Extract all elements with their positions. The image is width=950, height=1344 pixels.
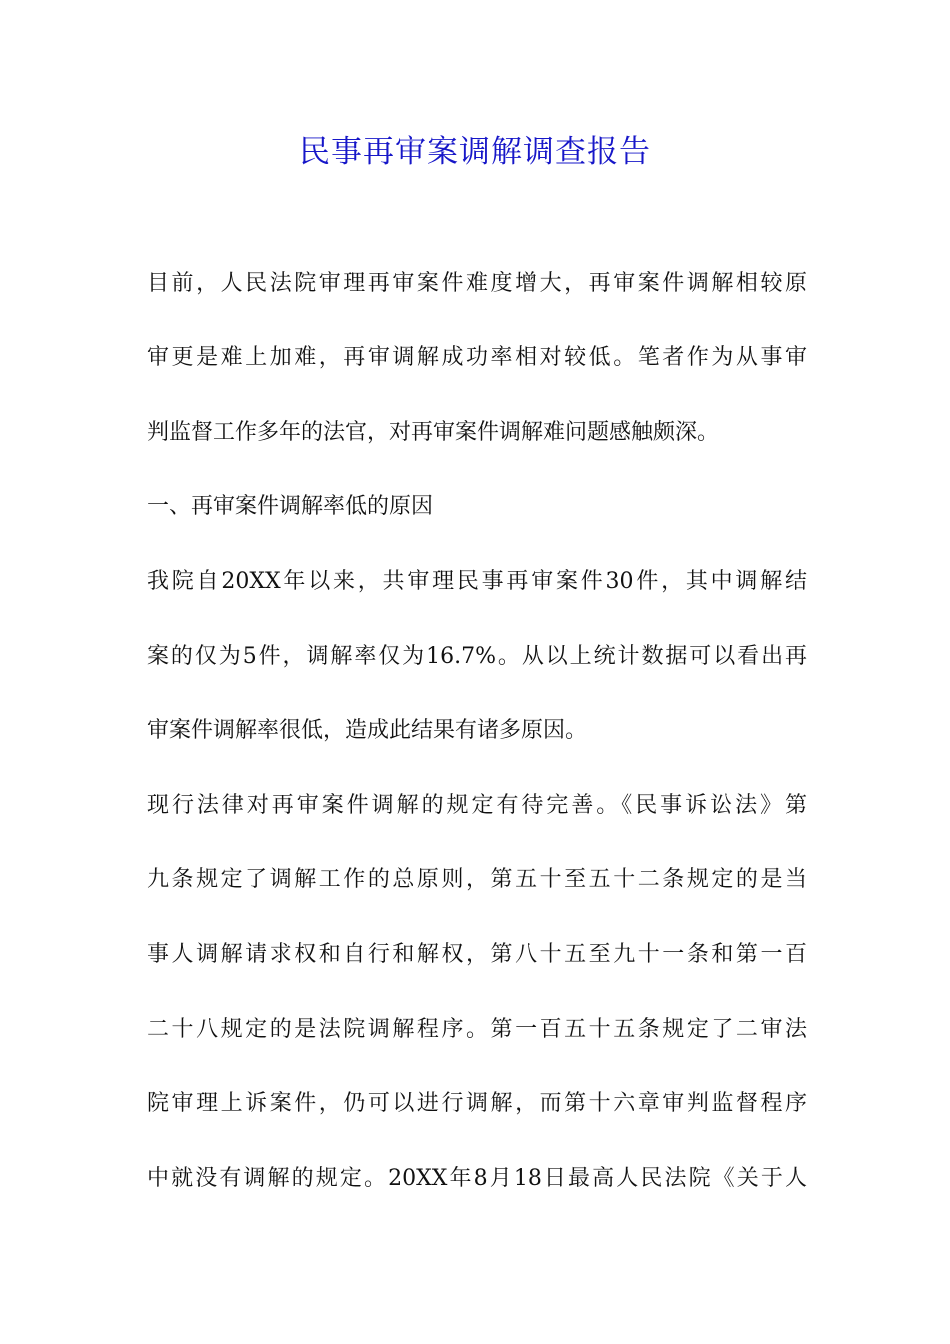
section-heading: 一、再审案件调解率低的原因 (147, 494, 434, 519)
paragraph-line: 九条规定了调解工作的总原则，第五十至五十二条规定的是当 (147, 867, 807, 892)
paragraph-line: 案的仅为5件，调解率仅为16.7%。从以上统计数据可以看出再 (147, 644, 807, 669)
paragraph-line: 事人调解请求权和自行和解权，第八十五至九十一条和第一百 (147, 942, 807, 967)
paragraph-line: 目前，人民法院审理再审案件难度增大，再审案件调解相较原 (147, 271, 807, 296)
paragraph-line: 我院自20XX年以来，共审理民事再审案件30件，其中调解结 (147, 569, 807, 594)
document-title: 民事再审案调解调查报告 (299, 134, 651, 170)
paragraph-line: 现行法律对再审案件调解的规定有待完善。《民事诉讼法》第 (147, 793, 807, 818)
paragraph-line: 审案件调解率很低，造成此结果有诸多原因。 (147, 718, 588, 743)
paragraph-line: 中就没有调解的规定。20XX年8月18日最高人民法院《关于人 (147, 1166, 807, 1191)
paragraph-line: 审更是难上加难，再审调解成功率相对较低。笔者作为从事审 (147, 345, 807, 370)
paragraph-line: 二十八规定的是法院调解程序。第一百五十五条规定了二审法 (147, 1017, 807, 1042)
paragraph-line: 院审理上诉案件，仍可以进行调解，而第十六章审判监督程序 (147, 1091, 807, 1116)
paragraph-line: 判监督工作多年的法官，对再审案件调解难问题感触颇深。 (147, 420, 720, 445)
